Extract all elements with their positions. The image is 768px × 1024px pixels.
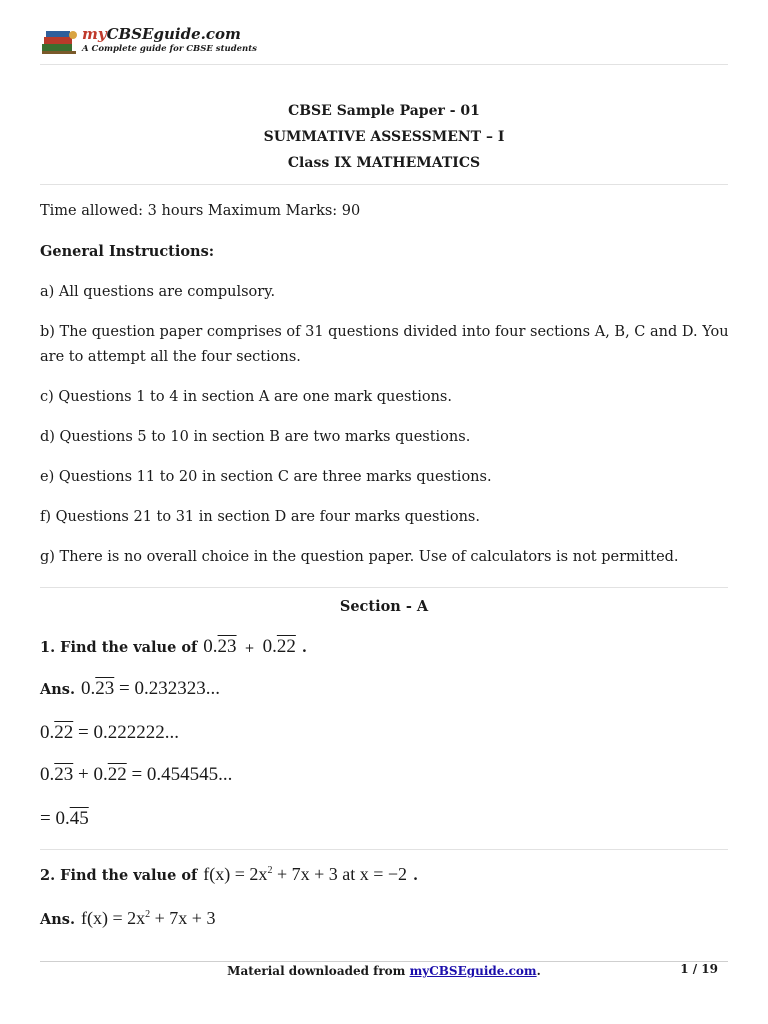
footer-note: Material downloaded from myCBSEguide.com. bbox=[227, 964, 541, 978]
footer-link[interactable]: myCBSEguide.com bbox=[409, 964, 537, 978]
q1-end: . bbox=[301, 639, 307, 656]
question-1 bbox=[40, 636, 307, 658]
math-expression: 0.23 + 0.22 = 0.454545... bbox=[40, 764, 233, 785]
page-number: 1 / 19 bbox=[680, 962, 718, 976]
logo-tagline: A Complete guide for CBSE students bbox=[82, 44, 257, 54]
instruction-item: g) There is no overall choice in the question paper. Use of calculators is not permitted. bbox=[40, 549, 679, 565]
instruction-item: c) Questions 1 to 4 in section A are one mark questions. bbox=[40, 389, 452, 405]
answer-label: Ans. bbox=[40, 681, 76, 698]
q2-expression: $f(x) = 2x^2 + 7x + 3$ at x = −2 bbox=[203, 864, 408, 884]
math-expression: 0.23 = 0.232323... bbox=[81, 678, 220, 699]
paper-title: CBSE Sample Paper - 01 bbox=[288, 103, 480, 119]
time-marks: Time allowed: 3 hours Maximum Marks: 90 bbox=[40, 203, 361, 219]
q2-end: . bbox=[413, 867, 419, 884]
question-1-label: 1. Find the value of bbox=[40, 639, 198, 656]
answer-1-line-4 bbox=[40, 808, 89, 830]
math-expression: 0.22 = 0.222222... bbox=[40, 722, 179, 743]
answer-2-line-1 bbox=[40, 908, 215, 929]
class-title: Class IX MATHEMATICS bbox=[287, 155, 481, 171]
answer-1-line-2 bbox=[40, 722, 179, 744]
question-2 bbox=[40, 864, 418, 885]
q1-term2: 0.22 bbox=[262, 636, 296, 657]
section-a-title: Section - A bbox=[339, 598, 429, 615]
answer-1-line-1 bbox=[40, 678, 220, 700]
math-expression: = 0.45 bbox=[40, 808, 89, 829]
header-divider bbox=[40, 64, 728, 65]
logo-wordmark: myCBSEguide.com bbox=[82, 25, 241, 43]
question-divider bbox=[40, 849, 728, 850]
books-icon bbox=[40, 28, 80, 56]
q1-plus: + bbox=[244, 641, 255, 655]
math-expression: $f(x) = 2x^2 + 7x + 3$ bbox=[81, 908, 216, 928]
section-divider bbox=[40, 587, 728, 588]
instruction-item: e) Questions 11 to 20 in section C are three marks questions. bbox=[40, 469, 492, 485]
instruction-item: f) Questions 21 to 31 in section D are four marks questions. bbox=[40, 509, 480, 525]
answer-1-line-3 bbox=[40, 764, 232, 786]
assessment-title: SUMMATIVE ASSESSMENT – I bbox=[263, 129, 505, 145]
answer-label: Ans. bbox=[40, 911, 76, 928]
question-2-label: 2. Find the value of bbox=[40, 867, 198, 884]
instruction-item: a) All questions are compulsory. bbox=[40, 284, 276, 300]
q1-term1: 0.23 bbox=[203, 636, 237, 657]
instructions-heading: General Instructions: bbox=[40, 243, 215, 260]
title-divider bbox=[40, 184, 728, 185]
site-logo[interactable] bbox=[40, 24, 260, 60]
footer-divider bbox=[40, 961, 728, 962]
instruction-item: d) Questions 5 to 10 in section B are two marks questions. bbox=[40, 429, 471, 445]
instruction-item: b) The question paper comprises of 31 questions divided into four sections A, B, C and D. You are to attempt all the four sections. bbox=[40, 324, 729, 365]
